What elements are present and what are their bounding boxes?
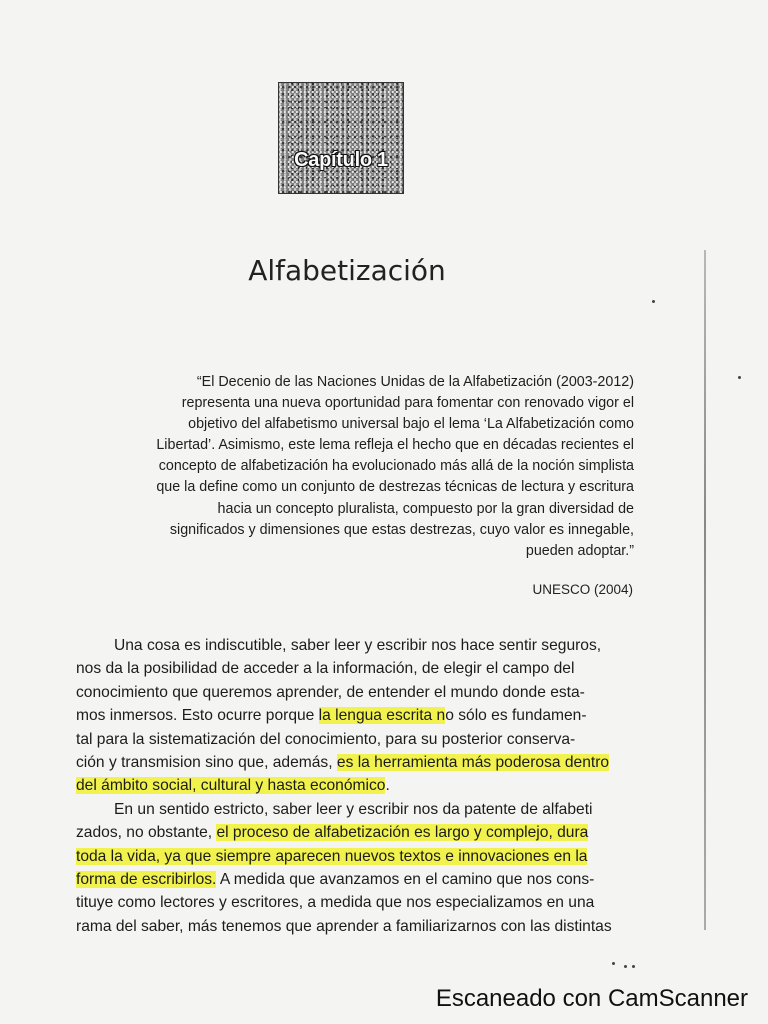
body-line: nos da la posibilidad de acceder a la información, de elegir el campo del [76,660,575,678]
quote-line: Libertad’. Asimismo, este lema refleja el hecho que en décadas recientes el [156,437,634,454]
body-line: tal para la sistematización del conocimiento, para su posterior conserva- [76,730,576,748]
highlighted-text: del ámbito social, cultural y hasta económico [76,777,386,795]
epigraph-quote [114,372,634,562]
body-text-span: ción y transmision sino que, además, [76,754,337,772]
body-text-span: . [385,777,390,795]
body-paragraphs [76,634,644,938]
body-line: rama del saber, más tenemos que aprender a familiarizarnos con las distintas [76,917,612,935]
body-line [76,634,644,657]
scan-speck [652,300,655,303]
body-line [76,821,644,844]
quote-line: que la define como un conjunto de destrezas técnicas de lectura y escritura [156,479,634,496]
scan-speck [738,376,741,379]
highlighted-text: el proceso de alfabetización es largo y complejo, dura [216,824,589,842]
scan-speck [612,962,615,965]
body-text-span: En un sentido estricto, saber leer y escribir nos da patente de alfabeti [114,800,593,818]
quote-line: significados y dimensiones que estas destrezas, cuyo valor es innegable, [169,521,634,538]
body-text-span: Una cosa es indiscutible, saber leer y escribir nos hace sentir seguros, [114,637,602,654]
highlighted-text: es la herramienta más poderosa dentro [336,754,610,772]
camscanner-watermark: Escaneado con CamScanner [435,985,748,1012]
quote-line: representa una nueva oportunidad para fomentar con renovado vigor el [181,395,634,412]
highlighted-text: forma de escribirlos. [76,871,217,889]
highlighted-text: la lengua escrita n [318,707,446,725]
page-title: Alfabetización [248,254,446,287]
scan-speck [624,965,627,968]
body-text-span: zados, no obstante, [76,824,217,842]
quote-line: hacia un concepto pluralista, compuesto por la gran diversidad de [217,500,634,517]
quote-line: pueden adoptar.” [525,542,634,559]
body-line [76,845,644,868]
quote-line: concepto de alfabetización ha evolucionado más allá de la noción simplista [158,458,634,475]
chapter-badge [278,82,404,194]
chapter-label: Capítulo 1 [294,149,388,171]
body-line: conocimiento que queremos aprender, de entender el mundo donde esta- [76,683,585,701]
scan-edge-line [704,250,706,930]
body-line [76,774,644,797]
body-line: tituye como lectores y escritores, a medida que nos especializamos en una [76,894,595,912]
body-text-span: mos inmersos. Esto ocurre porque [76,707,319,725]
highlighted-text: toda la vida, ya que siempre aparecen nuevos textos e innovaciones en la [76,847,588,865]
body-text-span: A medida que avanzamos en el camino que nos cons- [216,871,595,889]
body-line [76,868,644,891]
body-line [76,798,644,821]
body-line [76,751,644,774]
body-text-span: o sólo es fundamen- [445,707,587,725]
quote-line: objetivo del alfabetismo universal bajo el lema ‘La Alfabetización como [188,416,634,433]
body-line [76,704,644,727]
quote-source: UNESCO (2004) [532,582,633,597]
scan-speck [632,965,635,968]
quote-line: “El Decenio de las Naciones Unidas de la Alfabetización (2003-2012) [196,374,634,390]
